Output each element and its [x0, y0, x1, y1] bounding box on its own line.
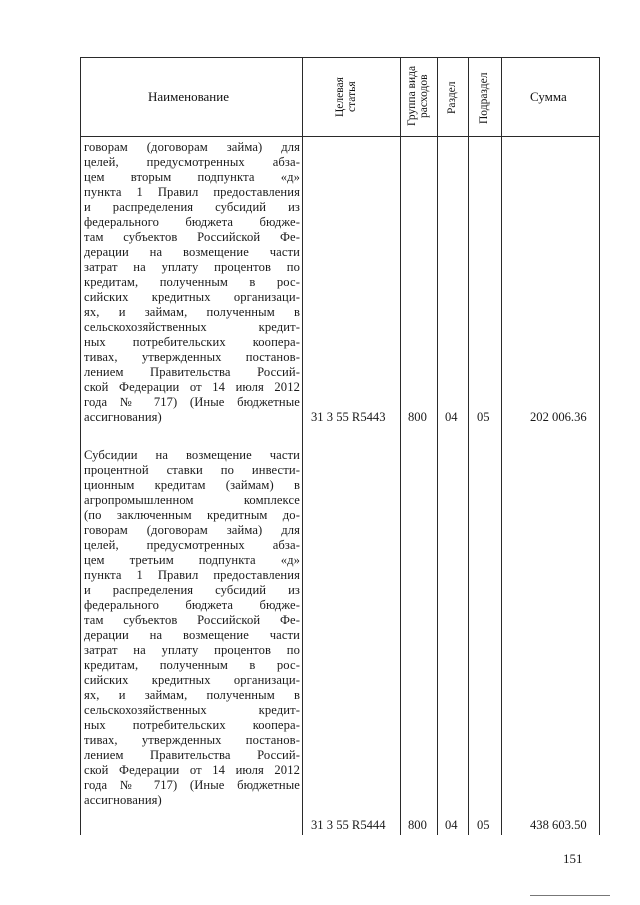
table-top-rule [80, 57, 600, 58]
row1-line: говорам (договорам займа) для [84, 140, 300, 154]
row1-line: ях, и займам, полученным в [84, 305, 300, 319]
header-expense-group: Группа вида расходов [406, 65, 430, 127]
header-target-article: Целевая статья [334, 77, 358, 117]
col-divider-4 [468, 57, 469, 835]
row2-line: агропромышленном комплексе [84, 493, 300, 507]
row1-line: дерации на возмещение части [84, 245, 300, 259]
row2-line: кредитам, полученным в рос- [84, 658, 300, 672]
row1-line: затрат на уплату процентов по [84, 260, 300, 274]
row1-line: сельскохозяйственных кредит- [84, 320, 300, 334]
col-divider-right [599, 57, 600, 835]
page-number: 151 [563, 851, 583, 866]
row1-line: там субъектов Российской Фе- [84, 230, 300, 244]
row2-subsection: 05 [477, 818, 490, 832]
row2-line: ской Федерации от 14 июля 2012 [84, 763, 300, 777]
row1-line: федерального бюджета бюдже- [84, 215, 300, 229]
row1-line: года № 717) (Иные бюджетные [84, 395, 300, 409]
row2-line: и распределения субсидий из [84, 583, 300, 597]
row1-line: сийских кредитных организаци- [84, 290, 300, 304]
row1-line: ассигнования) [84, 410, 162, 424]
col-divider-left [80, 57, 81, 835]
row2-expense-group: 800 [408, 818, 427, 832]
row2-line: цем третьим подпункта «д» [84, 553, 300, 567]
row1-target-article: 31 3 55 R5443 [311, 410, 386, 424]
row2-line: лением Правительства Россий- [84, 748, 300, 762]
row2-line: затрат на уплату процентов по [84, 643, 300, 657]
row2-target-article: 31 3 55 R5444 [311, 818, 386, 832]
row1-section: 04 [445, 410, 458, 424]
row2-line: ных потребительских коопера- [84, 718, 300, 732]
row1-sum: 202 006.36 [530, 410, 587, 424]
row1-line: и распределения субсидий из [84, 200, 300, 214]
header-section: Раздел [446, 81, 458, 115]
row1-line: ской Федерации от 14 июля 2012 [84, 380, 300, 394]
row1-expense-group: 800 [408, 410, 427, 424]
row1-line: ных потребительских коопера- [84, 335, 300, 349]
row1-line: цем вторым подпункта «д» [84, 170, 300, 184]
row2-line: ях, и займам, полученным в [84, 688, 300, 702]
row2-line: процентной ставки по инвести- [84, 463, 300, 477]
row1-subsection: 05 [477, 410, 490, 424]
col-divider-3 [437, 57, 438, 835]
row2-line: дерации на возмещение части [84, 628, 300, 642]
row1-line: лением Правительства Россий- [84, 365, 300, 379]
header-sum: Сумма [530, 89, 567, 104]
row2-line: целей, предусмотренных абза- [84, 538, 300, 552]
row1-line: кредитам, полученным в рос- [84, 275, 300, 289]
row2-line: сельскохозяйственных кредит- [84, 703, 300, 717]
row2-line: года № 717) (Иные бюджетные [84, 778, 300, 792]
row2-line: ассигнования) [84, 793, 162, 807]
row2-sum: 438 603.50 [530, 818, 587, 832]
row2-line: федерального бюджета бюдже- [84, 598, 300, 612]
header-bottom-rule [80, 136, 600, 137]
row2-line: ционным кредитам (займам) в [84, 478, 300, 492]
row2-line: пункта 1 Правил предоставления [84, 568, 300, 582]
row2-section: 04 [445, 818, 458, 832]
footer-rule [530, 895, 610, 896]
col-divider-5 [501, 57, 502, 835]
row1-line: целей, предусмотренных абза- [84, 155, 300, 169]
row1-line: пункта 1 Правил предоставления [84, 185, 300, 199]
row2-line: сийских кредитных организаци- [84, 673, 300, 687]
row2-line: тивах, утвержденных постанов- [84, 733, 300, 747]
row1-line: тивах, утвержденных постанов- [84, 350, 300, 364]
row2-line: Субсидии на возмещение части [84, 448, 300, 462]
row2-line: говорам (договорам займа) для [84, 523, 300, 537]
row2-line: (по заключенным кредитным до- [84, 508, 300, 522]
col-divider-1 [302, 57, 303, 835]
header-subsection: Подраздел [478, 72, 490, 124]
row2-line: там субъектов Российской Фе- [84, 613, 300, 627]
header-name: Наименование [148, 89, 229, 104]
col-divider-2 [400, 57, 401, 835]
